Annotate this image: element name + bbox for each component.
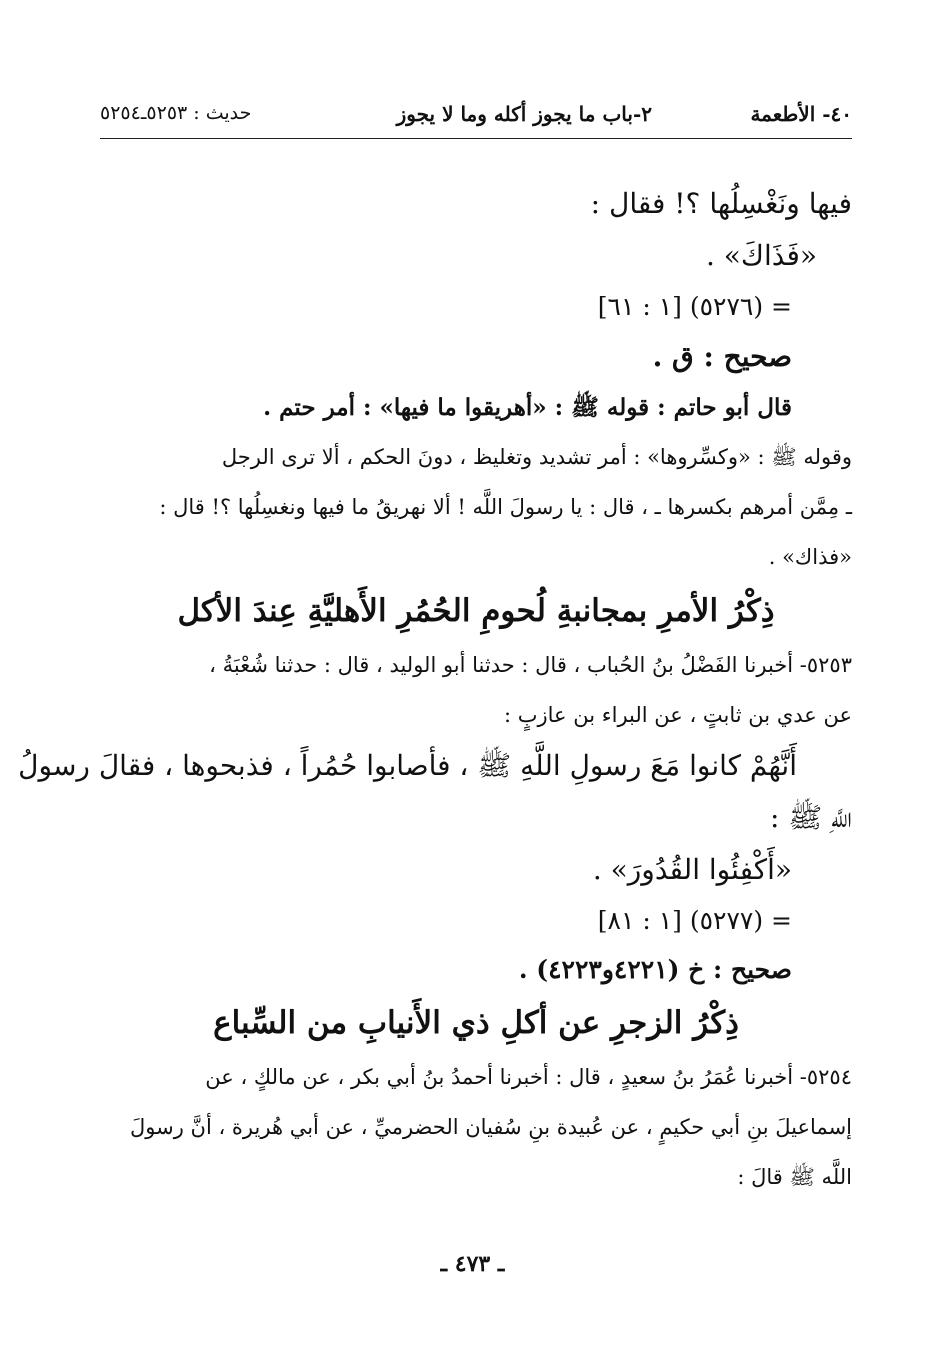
header-rule (100, 138, 852, 139)
grading-line: صحيح : خ (٤٢٢١و٤٢٢٣) . (518, 955, 792, 984)
section-title: ٢-باب ما يجوز أكله وما لا يجوز (396, 102, 652, 126)
page-header (100, 98, 852, 134)
text-line: «فذاك» . (768, 545, 852, 569)
chapter-title: ٤٠- الأطعمة (750, 102, 852, 126)
text-line: اللَّهِ ﷺ : (770, 801, 852, 834)
text-line: «فَذَاكَ» . (705, 239, 817, 272)
hadith-range: حديث : ٥٢٥٣ـ٥٢٥٤ (100, 102, 252, 124)
text-line: «أَكْفِئُوا القُدُورَ» . (592, 853, 792, 886)
text-line: وقوله ﷺ : «وكسِّروها» : أمر تشديد وتغليظ ، دونَ الحكم ، ألا ترى الرجل (221, 445, 852, 469)
page-number: ـ ٤٧٣ ـ (440, 1251, 505, 1277)
text-line: ٥٢٥٣- أخبرنا الفَضْلُ بنُ الحُباب ، قال : حدثنا أبو الوليد ، قال : حدثنا شُعْبَةُ ، (209, 653, 852, 677)
text-line: أَنَّهُمْ كانوا مَعَ رسولِ اللَّهِ ﷺ ، فأصابوا حُمُراً ، فذبحوها ، فقالَ رسولُ (18, 749, 797, 782)
text-line: اللَّه ﷺ قالَ : (737, 1165, 852, 1189)
text-line: قال أبو حاتم : قوله ﷺ : «أهريقوا ما فيها» : أمر حتم . (263, 394, 792, 421)
chapter-heading: ذِكْرُ الأمرِ بمجانبةِ لُحومِ الحُمُرِ الأَهليَّةِ عِندَ الأكل (177, 593, 775, 629)
text-line: عن عدي بن ثابتٍ ، عن البراء بن عازبٍ : (503, 703, 852, 727)
text-line: ـ مِمَّن أمرهم بكسرها ـ ، قال : يا رسولَ اللَّه ! ألا نهريقُ ما فيها ونغسِلُها ؟! قال : (159, 495, 852, 519)
chapter-heading: ذِكْرُ الزجرِ عن أكلِ ذي الأَنيابِ من السِّباع (213, 1005, 739, 1041)
text-line: ٥٢٥٤- أخبرنا عُمَرُ بنُ سعيدٍ ، قال : أخبرنا أحمدُ بنُ أبي بكر ، عن مالكٍ ، عن (205, 1065, 852, 1089)
text-line: إسماعيلَ بنِ أبي حكيمٍ ، عن عُبيدة بنِ سُفيان الحضرميِّ ، عن أبي هُريرة ، أنَّ رسولَ (130, 1115, 852, 1139)
grading-line: صحيح : ق . (652, 340, 792, 373)
text-line: فيها ونَغْسِلُها ؟! فقال : (590, 187, 852, 220)
reference-line: = (٥٢٧٧) [١ : ٨١] (597, 906, 792, 935)
reference-line: = (٥٢٧٦) [١ : ٦١] (597, 292, 792, 321)
page-body (18, 178, 852, 1202)
